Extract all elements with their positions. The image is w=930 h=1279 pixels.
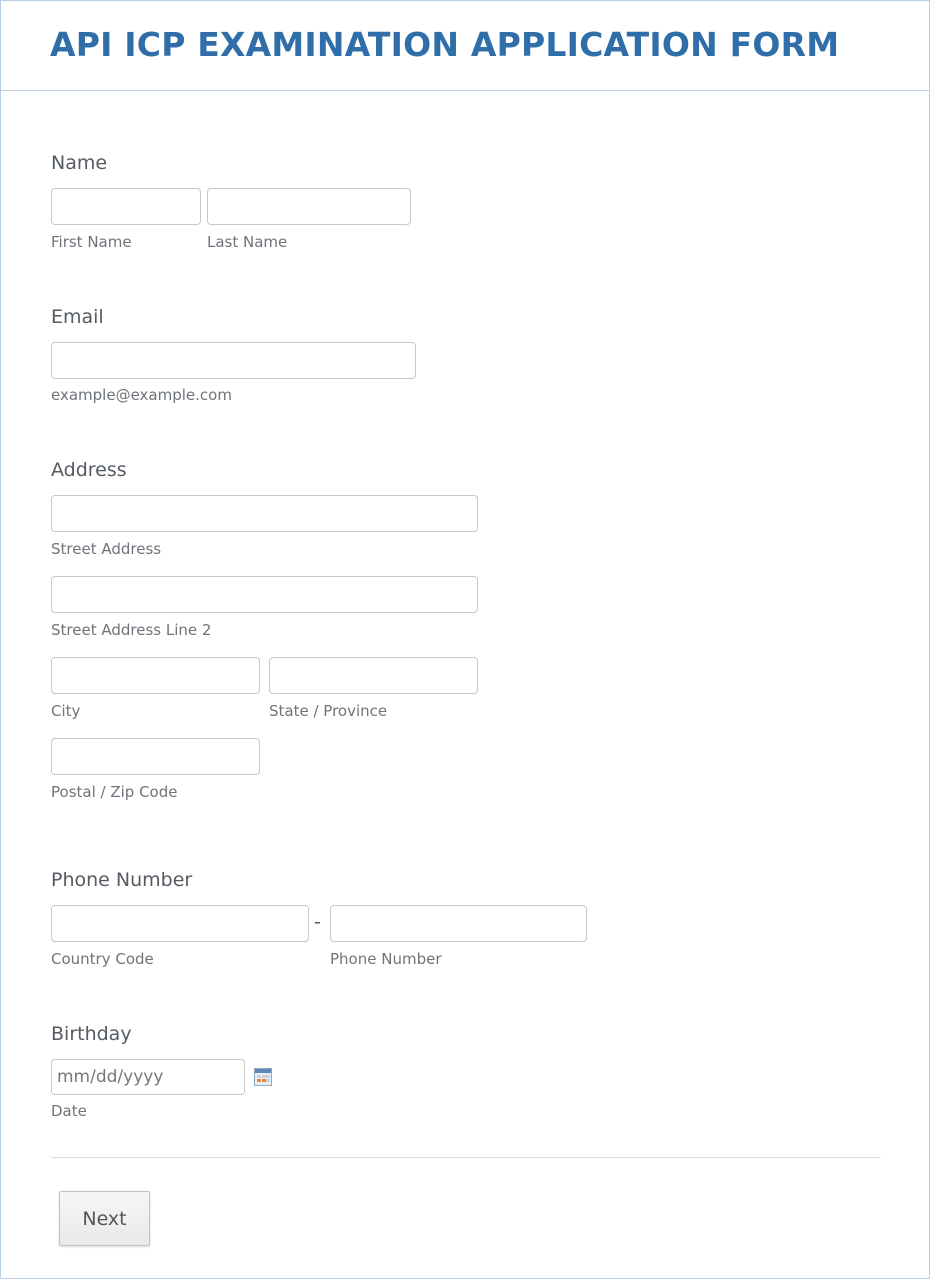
form-header <box>1 1 929 91</box>
birthday-date-input[interactable] <box>51 1059 245 1095</box>
phone-number-input[interactable] <box>330 905 587 942</box>
calendar-icon[interactable] <box>254 1068 272 1086</box>
next-button[interactable]: Next <box>59 1191 150 1246</box>
form-divider <box>51 1157 881 1158</box>
address-label: Address <box>51 459 127 481</box>
phone-number-sublabel: Phone Number <box>330 950 442 968</box>
email-sublabel: example@example.com <box>51 386 232 404</box>
phone-separator: - <box>314 911 321 933</box>
city-input[interactable] <box>51 657 260 694</box>
street-address-sublabel: Street Address <box>51 540 162 558</box>
state-province-input[interactable] <box>269 657 478 694</box>
country-code-input[interactable] <box>51 905 309 942</box>
country-code-sublabel: Country Code <box>51 950 154 968</box>
last-name-input[interactable] <box>207 188 411 225</box>
form-title: API ICP EXAMINATION APPLICATION FORM <box>50 25 840 64</box>
state-province-sublabel: State / Province <box>269 702 388 720</box>
last-name-sublabel: Last Name <box>207 233 288 251</box>
first-name-input[interactable] <box>51 188 201 225</box>
birthday-sublabel: Date <box>51 1102 87 1120</box>
postal-code-sublabel: Postal / Zip Code <box>51 783 178 801</box>
phone-label: Phone Number <box>51 869 193 891</box>
city-sublabel: City <box>51 702 81 720</box>
email-label: Email <box>51 306 104 328</box>
postal-code-input[interactable] <box>51 738 260 775</box>
birthday-label: Birthday <box>51 1023 132 1045</box>
street-address-input[interactable] <box>51 495 478 532</box>
street-address-line2-input[interactable] <box>51 576 478 613</box>
first-name-sublabel: First Name <box>51 233 132 251</box>
street-address-line2-sublabel: Street Address Line 2 <box>51 621 212 639</box>
name-label: Name <box>51 152 108 174</box>
email-input[interactable] <box>51 342 416 379</box>
